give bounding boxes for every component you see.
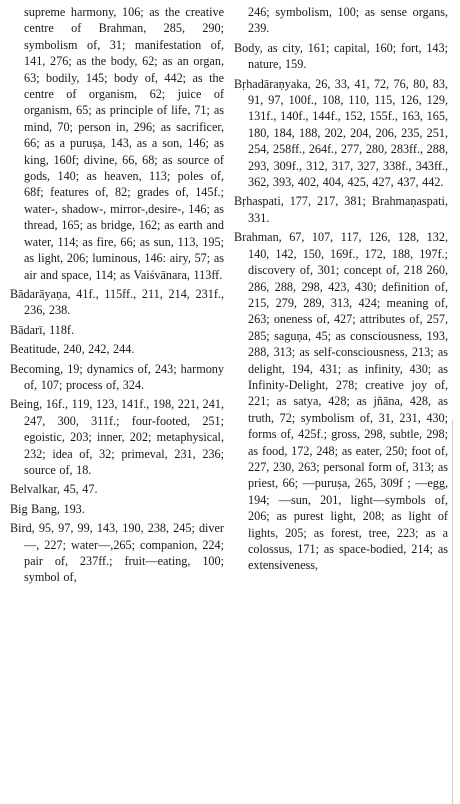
index-entry-continuation: 246; symbolism, 100; as sense organs, 239. xyxy=(248,5,448,36)
column-edge-shadow xyxy=(452,420,453,804)
right-column xyxy=(234,4,448,804)
index-entry-bird: Bird, 95, 97, 99, 143, 190, 238, 245; diver—, 227; water—,265; companion, 224; pair of, 237ff.; fruit—eating, 100; symbol of, xyxy=(10,521,224,585)
index-entry-badari: Bādarī, 118f. xyxy=(10,322,75,337)
index-entry-beatitude: Beatitude, 240, 242, 244. xyxy=(10,342,135,357)
left-column xyxy=(10,4,224,804)
index-entry-body: Body, as city, 161; capital, 160; fort, 143; nature, 159. xyxy=(234,40,448,72)
index-entry-brhadaranyaka: Bṛhadāraṇyaka, 26, 33, 41, 72, 76, 80, 83, 91, 97, 100f., 108, 110, 115, 126, 129, 131f., 140f., 144f., 152, 155f., 163, 165, 180, 184, 188, 202, 204, 206, 235, 251, 254, 258ff., 264f., 277, 280, 283ff., 288, 293, 309f., 312, 317, 327, 338f., 343ff., 362, 393, 402, 404, 425, 427, 437, 442. xyxy=(234,76,448,190)
index-entry-brhaspati: Bṛhaspati, 177, 217, 381; Brahmaṇaspati, 331. xyxy=(234,194,448,225)
index-entry-brahman: Brahman, 67, 107, 117, 126, 128, 132, 140, 142, 150, 169f., 172, 188, 197f.; discovery of, 301; concept of, 218 260, 286, 288, 298, 423, 430; definition of, 215, 279, 289, 313, 424; meaning of, 263; oneness of, 427; attributes of, 257, 285; saguṇa, 45; as consciousness, 193, 288, 313; as self-consciousness, 213; as delight, 194, 431; as infinity, 430; as Infinity-Delight, 278; creative joy of, 221; as satya, 428; as jñāna, 428, as truth, 72; symbolism of, 31, 231, 430; forms of, 425f.; gross, 298, subtle, 298; as food, 172, 248; as eater, 250; foot of, 227, 230, 263; personal form of, 313; as priest, 66; —puruṣa, 265, 309f ; —egg, 194; —sun, 201, light—symbols of, 206; as purest light, 208; as light of lights, 205; as forest, tree, 223; as a colossus, 171; as space-bodied, 214; as extensiveness, xyxy=(234,230,448,573)
index-entry-being: Being, 16f., 119, 123, 141f., 198, 221, 241, 247, 300, 311f.; four-footed, 251; egoistic, 203; inner, 202; metaphysical, 232; idea of, 32; primeval, 231, 236; source of, 18. xyxy=(10,397,224,477)
index-entry-becoming: Becoming, 19; dynamics of, 243; harmony of, 107; process of, 324. xyxy=(10,361,224,392)
index-entry-badarayana: Bādarāyaṇa, 41f., 115ff., 211, 214, 231f., 236, 238. xyxy=(10,286,224,318)
index-entry-continuation: supreme harmony, 106; as the creative centre of Brahman, 285, 290; symbolism of, 31; manifestation of, 141, 276; as the body, 62; as an organ, 63; bodily, 145; body of, 442; as the centre of organism, 62; juice of organism, 65; as principle of life, 71; as mind, 70; person in, 296; as sacrificer, 66; as a puruṣa, 143, as a son, 146; as king, 160f; divine, 66, 68; as source of gods, 140; as heaven, 113; poles of, 68f; features of, 82; grades of, 145f.; water-, shadow-, mirror-,desire-, 146; as thread, 165; as bridge, 162; as earth and water, 114; as fire, 66; as sun, 113, 195; as light, 206; luminous, 146: airy, 57; as air and space, 114; as Vaiśvānara, 113ff. xyxy=(24,5,224,282)
index-entry-belvalkar: Belvalkar, 45, 47. xyxy=(10,482,98,497)
index-entry-big-bang: Big Bang, 193. xyxy=(10,501,85,516)
